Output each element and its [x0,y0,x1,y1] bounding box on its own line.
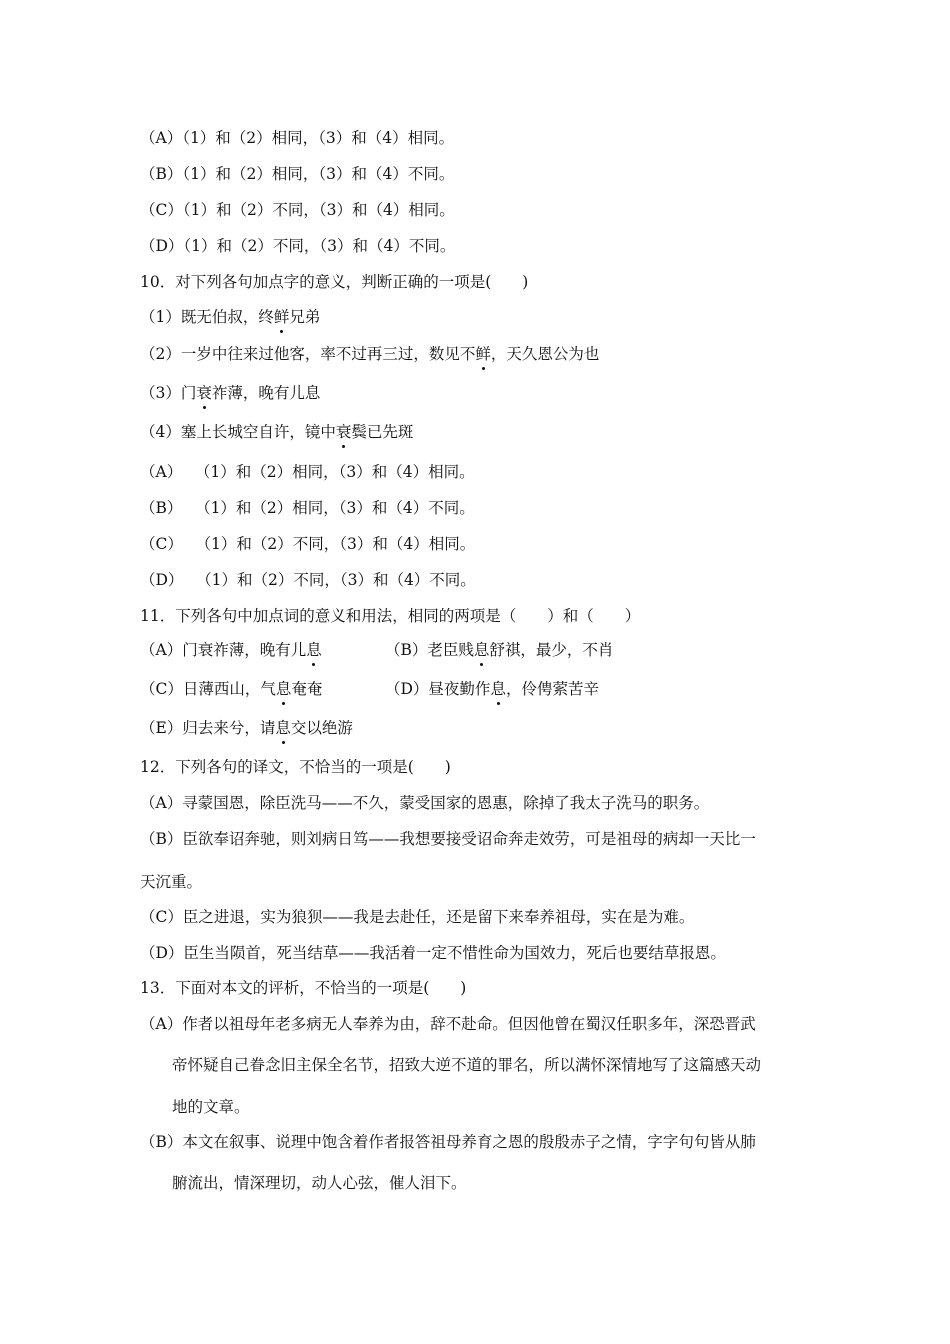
q9-option-d: （D）（1）和（2）不同，（3）和（4）不同。 [140,237,456,255]
q9-option-a: （A）（1）和（2）相同，（3）和（4）相同。 [140,129,455,147]
q12-option-a: （A）寻蒙国恩，除臣洗马——不久，蒙受国家的恩惠，除掉了我太子洗马的职务。 [140,794,710,812]
q9-option-c: （C）（1）和（2）不同，（3）和（4）相同。 [140,201,455,219]
q11-option-d: （D）昼夜勤作息，伶俜萦苦辛 [385,680,599,698]
q10-item-1: （1）既无伯叔，终鲜兄弟 [140,308,321,326]
q11-option-a: （A）门衰祚薄，晚有儿息 [140,641,322,659]
q13-option-a-line3: 地的文章。 [172,1098,250,1116]
dotted-char: 衰 [196,384,212,402]
q12-stem: 12．下列各句的译文，不恰当的一项是( ) [140,758,451,776]
q12-option-d: （D）臣生当陨首，死当结草——我活着一定不惜性命为国效力，死后也要结草报恩。 [140,944,726,962]
q11-stem: 11．下列各句中加点词的意义和用法，相同的两项是（ ）和（ ） [140,607,641,625]
q11-option-e: （E）归去来兮，请息交以绝游 [140,719,353,737]
q12-option-c: （C）臣之进退，实为狼狈——我是去赴任，还是留下来奉养祖母，实在是为难。 [140,908,695,926]
q10-item-2: （2）一岁中往来过他客，率不过再三过，数见不鲜，天久恩公为也 [140,345,600,363]
q13-option-a-line2: 帝怀疑自己眷念旧主保全名节，招致大逆不道的罪名，所以满怀深情地写了这篇感天动 [172,1056,762,1074]
q11-option-c: （C）日薄西山，气息奄奄 [140,680,323,698]
q10-stem: 10．对下列各句加点字的意义，判断正确的一项是( ) [140,273,529,291]
q13-option-a-line1: （A）作者以祖母年老多病无人奉养为由，辞不赴命。但因他曾在蜀汉任职多年，深恐晋武 [140,1015,756,1033]
q10-item-3: （3）门衰祚薄，晚有儿息 [140,384,321,402]
dotted-char: 息 [275,680,292,698]
q10-option-b: （B） （1）和（2）相同，（3）和（4）不同。 [140,499,475,517]
dotted-char: 息 [275,719,291,737]
q9-option-b: （B）（1）和（2）相同，（3）和（4）不同。 [140,165,455,183]
dotted-char: 鲜 [475,345,491,363]
q10-option-a: （A） （1）和（2）相同，（3）和（4）相同。 [140,463,475,481]
q10-option-c: （C） （1）和（2）不同，（3）和（4）相同。 [140,535,476,553]
dotted-char: 息 [473,641,490,659]
q10-item-4: （4）塞上长城空自许，镜中衰鬓已先斑 [140,423,414,441]
q11-option-b: （B）老臣贱息舒祺，最少，不肖 [385,641,614,659]
dotted-char: 衰 [335,423,352,441]
q13-stem: 13．下面对本文的评析，不恰当的一项是( ) [140,979,467,997]
q13-option-b-line2: 腑流出，情深理切，动人心弦，催人泪下。 [172,1174,467,1192]
dotted-char: 息 [306,641,322,659]
q10-option-d: （D） （1）和（2）不同，（3）和（4）不同。 [140,571,476,589]
dotted-char: 息 [490,680,506,698]
dotted-char: 鲜 [273,308,290,326]
q12-option-b-line1: （B）臣欲奉诏奔驰，则刘病日笃——我想要接受诏命奔走效劳，可是祖母的病却一天比一 [140,830,756,848]
q13-option-b-line1: （B）本文在叙事、说理中饱含着作者报答祖母养育之恩的殷殷赤子之情，字字句句皆从肺 [140,1133,756,1151]
q12-option-b-line2: 天沉重。 [140,873,203,891]
